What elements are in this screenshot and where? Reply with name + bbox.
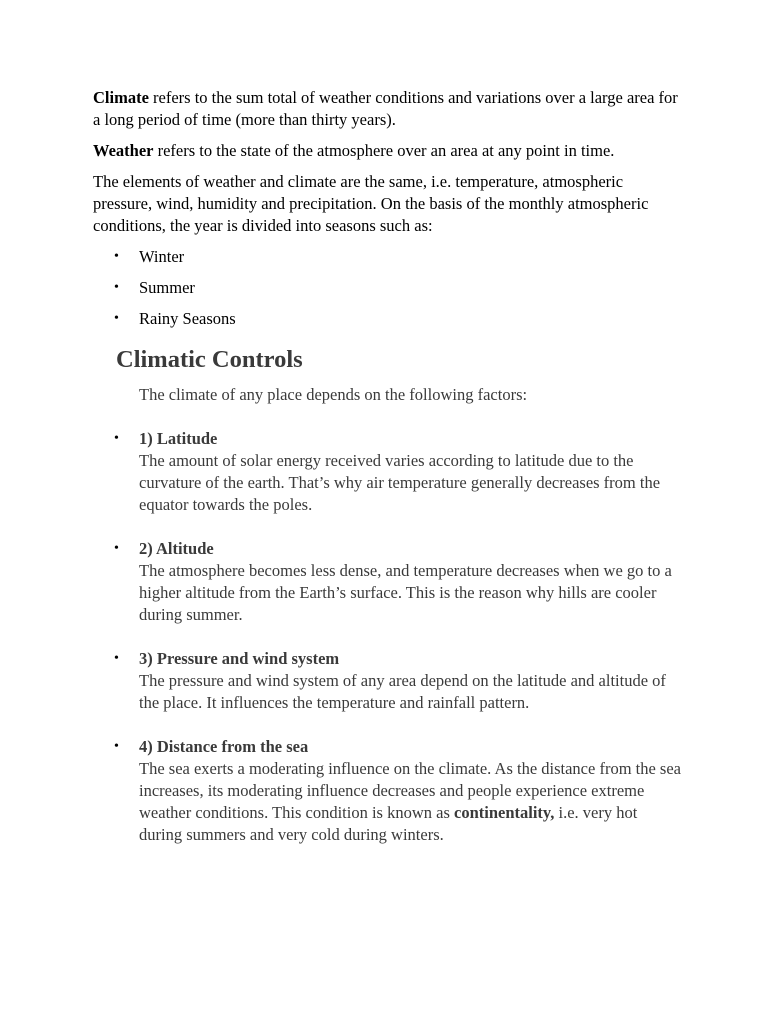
factor-title: 4) Distance from the sea: [139, 737, 309, 756]
list-item: [93, 277, 683, 299]
factor-text: The pressure and wind system of any area depend on the latitude and altitude of the place. It influences the temperature and rainfall pattern.: [139, 671, 666, 712]
factor-text: [139, 758, 683, 846]
climate-definition-text: refers to the sum total of weather conditions and variations over a large area for a long period of time (more than thirty years).: [93, 88, 678, 129]
factors-list: [93, 428, 683, 846]
list-item: [93, 308, 683, 330]
section-intro: The climate of any place depends on the following factors:: [139, 385, 528, 404]
season-label: Winter: [139, 247, 185, 266]
season-label: Summer: [139, 278, 195, 297]
factor-text: The amount of solar energy received varies according to latitude due to the curvature of the earth. That’s why air temperature generally decreases from the equator towards the poles.: [139, 451, 661, 514]
season-label: Rainy Seasons: [139, 309, 236, 328]
seasons-list: [93, 246, 683, 330]
bullet-icon: •: [114, 249, 119, 264]
climate-term: Climate: [93, 88, 149, 107]
continentality-term: continentality,: [454, 803, 555, 822]
bullet-icon: •: [114, 431, 119, 446]
factor-title: 3) Pressure and wind system: [139, 649, 340, 668]
bullet-icon: •: [114, 311, 119, 326]
factor-item: [93, 428, 683, 516]
factor-item: [93, 648, 683, 714]
factor-item: [93, 736, 683, 846]
weather-definition: [93, 140, 683, 162]
weather-definition-text: refers to the state of the atmosphere over an area at any point in time.: [153, 141, 615, 160]
document-page: [93, 87, 683, 868]
climate-definition: [93, 87, 683, 131]
factor-title: 1) Latitude: [139, 429, 218, 448]
weather-term: Weather: [93, 141, 154, 160]
factor-text-start: The sea exerts a moderating influence on the climate. As the distance from the sea increases, its moderating influence decreases and people experience extreme weather conditions. This condition is known as: [139, 759, 682, 822]
factor-item: [93, 538, 683, 626]
section-heading: Climatic Controls: [116, 346, 303, 373]
bullet-icon: •: [114, 739, 119, 754]
elements-paragraph: The elements of weather and climate are the same, i.e. temperature, atmospheric pressure, wind, humidity and precipitation. On the basis of the monthly atmospheric conditions, the year is divided into seasons such as:: [93, 172, 649, 235]
factor-text: The atmosphere becomes less dense, and temperature decreases when we go to a higher altitude from the Earth’s surface. This is the reason why hills are cooler during summer.: [139, 561, 672, 624]
bullet-icon: •: [114, 541, 119, 556]
factor-text-end: i.e. very hot during summers and very cold during winters.: [139, 803, 638, 844]
bullet-icon: •: [114, 651, 119, 666]
list-item: [93, 246, 683, 268]
bullet-icon: •: [114, 280, 119, 295]
factor-title: 2) Altitude: [139, 539, 214, 558]
